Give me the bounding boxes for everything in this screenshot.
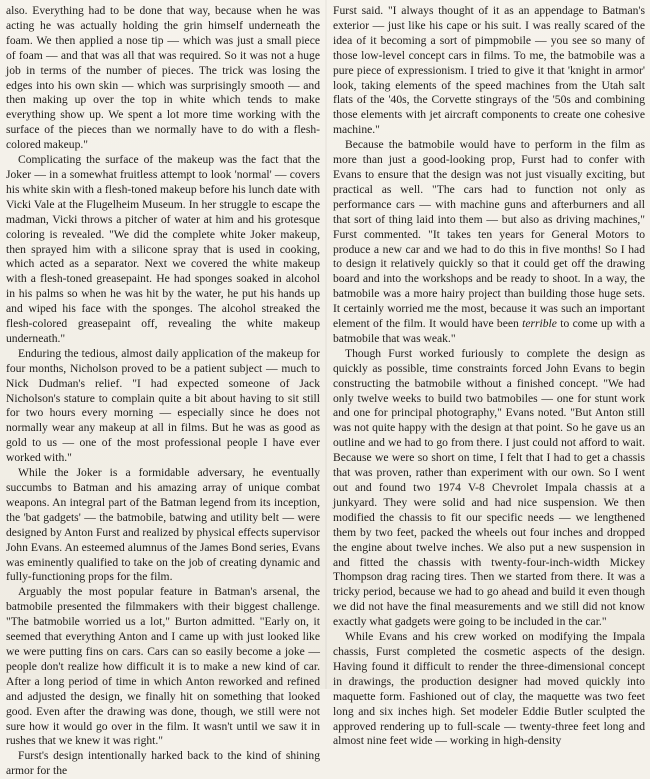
paragraph: Complicating the surface of the makeup was the fact that the Joker — in a somewhat fruitless attempt to look 'normal' — covers his white skin with a flesh-toned makeup before his lunch date with Vicki Vale at the Flugelheim Museum. In her struggle to escape the madman, Vicki throws a pitcher of water at him and his grotesque coloring is revealed. "We did the complete white Joker makeup, then sprayed him with a silicone spray that is used in cooking, which acted as a separator. Next we covered the white makeup with a flesh-toned greasepaint. He had sponges soaked in alcohol in his palms so when he was hit by the water, he put his hands up and wiped his face with the sponges. The alcohol streaked the flesh-colored greasepaint off, revealing the white makeup underneath." [6, 153, 320, 345]
paragraph: Enduring the tedious, almost daily application of the makeup for four months, Nicholson proved to be a patient subject — much to Nick Dudman's relief. "I had expected someone of Jack Nicholson's stature to complain quite a bit about having to sit still for two hours every morning — especially since he does not normally wear any makeup at all in films. But he was as good as gold to us — one of the most professional people I have ever worked with." [6, 346, 320, 465]
paragraph: also. Everything had to be done that way, because when he was acting he was actually holding the grin himself underneath the foam. We then applied a nose tip — which was just a small piece of foam — and that was all that was required. So it was not a huge job in terms of the number of pieces. The trick was losing the edges into his own skin — which was surprisingly smooth — and then making up over the top in white which tends to make everything show up. We spent a lot more time working with the surface of the pieces than we normally have to do with a flesh-colored makeup." [6, 4, 320, 152]
paragraph: Furst's design intentionally harked back to the kind of shining armor for the [6, 749, 320, 778]
emphasis-word: terrible [522, 317, 557, 331]
paragraph-text: to come up with a batmobile that was weak." [333, 317, 645, 345]
column-gutter [325, 0, 327, 689]
paragraph: While the Joker is a formidable adversary, he eventually succumbs to Batman and his amazing array of unique combat weapons. An integral part of the Batman legend from its inception, the 'bat gadgets' — the batmobile, batwing and utility belt — were designed by Anton Furst and realized by physical effects supervisor John Evans. An esteemed alumnus of the James Bond series, Evans was eminently qualified to take on the job of creating dynamic and fully-functioning props for the film. [6, 466, 320, 584]
paragraph: Though Furst worked furiously to complete the design as quickly as possible, time constraints forced John Evans to begin constructing the batmobile without a finished concept. "We had only twelve weeks to build two batmobiles — one for stunt work and one for principal photography," Evans noted. "But Anton still was not quite happy with the design at that point. So he gave us an outline and we had to go from there. I just could not afford to wait. Because we were so short on time, I felt that I had to get a chassis that was proven, rather than experiment with our own. So I went out and found two 1974 V-8 Chevrolet Impala chassis at a junkyard. They were solid and had nice suspension. We then modified the chassis to fit our specific needs — we lengthened them by two feet, packed the wheels out four inches and dropped the engine about twelve inches. We also put a new suspension in and fitted the chassis with twenty-four-inch-width Mickey Thompson drag racing tires. Then we started from there. It was a tricky period, because we had to go ahead and build it even though we did not have the final measurements and we still did not know exactly what gadgets were going to be included in the car." [333, 346, 645, 629]
paragraph: Arguably the most popular feature in Batman's arsenal, the batmobile presented the filmmakers with their biggest challenge. "The batmobile worried us a lot," Burton admitted. "Early on, it seemed that everything Anton and I came up with just looked like we were putting fins on cars. Cars can so easily become a joke — people don't realize how difficult it is to make a new kind of car. After a long period of time in which Anton reworked and refined and adjusted the design, we finally hit on something that looked good. Even after the drawing was done, though, we still were not sure how it would go over in the film. It wasn't until we saw it in rushes that we knew it was right." [6, 585, 320, 748]
left-text-column [6, 4, 320, 779]
paragraph: Furst said. "I always thought of it as an appendage to Batman's exterior — just like his cape or his suit. I was really scared of the idea of it becoming a sort of pimpmobile — you see so many of those low-level concept cars in films. To me, the batmobile was a pure piece of expressionism. I tried to give it that 'knight in armor' look, taking elements of the speed machines from the Utah salt flats of the '40s, the Corvette stingrays of the '50s and combining those elements with jet aircraft components to create one cohesive machine." [333, 4, 645, 137]
paragraph: While Evans and his crew worked on modifying the Impala chassis, Furst completed the cosmetic aspects of the design. Having found it difficult to render the three-dimensional concept in drawings, the production designer had moved quickly into maquette form. Fashioned out of clay, the maquette was two feet long and six inches high. Set modeler Eddie Butler sculpted the approved rendering up to full-scale — twenty-three feet long and almost nine feet wide — working in high-density [333, 630, 645, 748]
paragraph [333, 138, 645, 347]
right-text-column [333, 4, 645, 749]
paragraph-text: Because the batmobile would have to perform in the film as more than just a good-looking prop, Furst had to confer with Evans to ensure that the design was not just visually exciting, but practical as well. "The cars had to function not only as performance cars — with machine guns and afterburners and all that sort of thing laid into them — but also as driving machines," Furst commented. "It takes ten years for General Motors to produce a new car and we had to do this in five months! So I had to design it relatively quickly so that it could get off the drawing board and into the workshops and be ready to shoot. In a way, the batmobile was a more hairy project than building those huge sets. It certainly worried me the most, because it was such an important element of the film. It would have been [333, 138, 645, 331]
